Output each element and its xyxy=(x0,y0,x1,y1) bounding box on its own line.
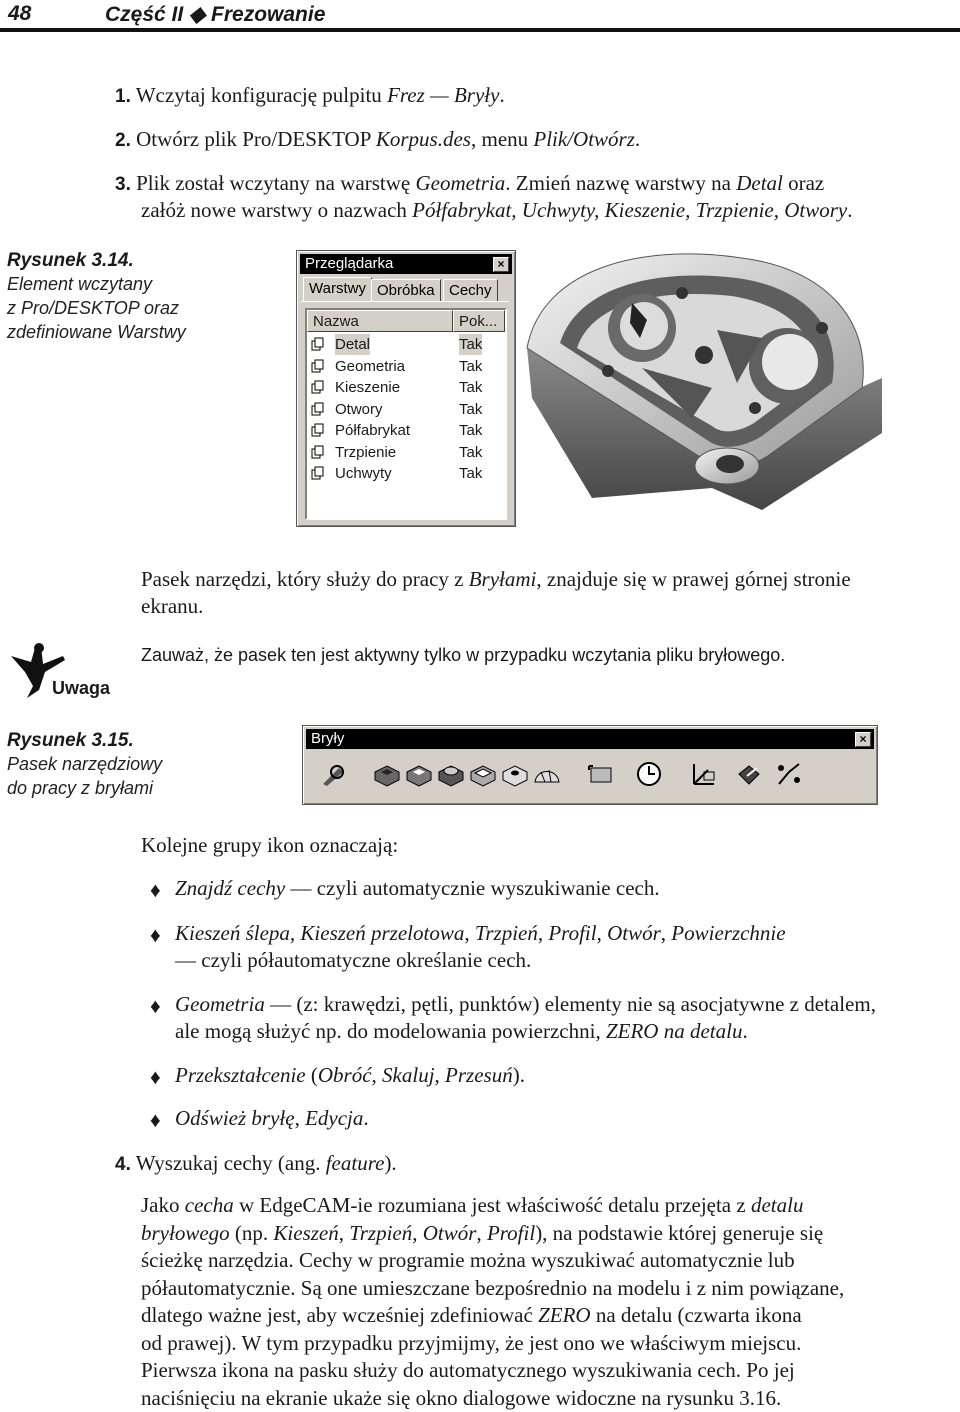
layer-row[interactable] xyxy=(307,356,505,377)
layer-icon xyxy=(311,402,325,416)
zero-icon[interactable] xyxy=(633,758,665,790)
figure-2-caption-line: Pasek narzędziowy xyxy=(7,752,162,776)
bullet-item: Przekształcenie (Obróć, Skaluj, Przesuń). xyxy=(175,1062,525,1089)
layer-name: Półfabrykat xyxy=(335,420,410,441)
bullet-icon: ♦ xyxy=(150,922,161,949)
step-4-text: Wyszukaj cechy (ang. feature). xyxy=(136,1151,397,1175)
tab-warstwy[interactable]: Warstwy xyxy=(303,277,372,301)
paragraph-line: bryłowego (np. Kieszeń, Trzpień, Otwór, Profil), na podstawie której generuje się xyxy=(141,1220,844,1248)
step-3-line1: Plik został wczytany na warstwę Geometria. Zmień nazwę warstwy na Detal oraz xyxy=(136,171,824,195)
geometry-icon[interactable] xyxy=(585,758,617,790)
layer-visible-value: Tak xyxy=(459,442,482,463)
bullet-icon: ♦ xyxy=(150,993,161,1020)
paragraph-line: Pierwsza ikona na pasku służy do automatycznego wyszukiwania cech. Po jej xyxy=(141,1357,844,1385)
groups-intro: Kolejne grupy ikon oznaczają: xyxy=(141,832,398,859)
layer-icon xyxy=(311,359,325,373)
paragraph-line: dlatego ważne jest, aby wcześniej zdefiniować ZERO na detalu (czwarta ikona xyxy=(141,1302,844,1330)
transform-icon[interactable] xyxy=(688,758,720,790)
layer-row[interactable] xyxy=(307,463,505,484)
paragraph-line: Jako cecha w EdgeCAM-ie rozumiana jest właściwość detalu przejęta z detalu xyxy=(141,1192,844,1220)
solids-toolbar-window xyxy=(302,725,878,805)
blind-pocket-icon[interactable] xyxy=(371,758,403,790)
layer-name: Kieszenie xyxy=(335,377,400,398)
toolbar-titlebar xyxy=(306,729,874,749)
refresh-icon[interactable] xyxy=(733,758,765,790)
step-1-text: Wczytaj konfigurację pulpitu Frez — Bryły. xyxy=(136,83,505,107)
layer-icon xyxy=(311,423,325,437)
tab-obrobka[interactable]: Obróbka xyxy=(371,279,441,301)
boss-icon[interactable] xyxy=(435,758,467,790)
bullet-item: Odśwież bryłę, Edycja. xyxy=(175,1105,369,1132)
paragraph-toolbar-location: Pasek narzędzi, który służy do pracy z Bryłami, znajduje się w prawej górnej stronie ekranu. xyxy=(141,566,851,620)
close-icon[interactable]: × xyxy=(493,257,509,272)
browser-titlebar xyxy=(300,254,512,274)
layer-visible-value: Tak xyxy=(459,334,482,355)
bullet-icon: ♦ xyxy=(150,877,161,904)
note-text: Zauważ, że pasek ten jest aktywny tylko w przypadku wczytania pliku bryłowego. xyxy=(141,645,785,666)
find-features-icon[interactable] xyxy=(317,758,349,790)
chapter-title: Część II ◆ Frezowanie xyxy=(105,2,325,27)
figure-1-caption-line: zdefiniowane Warstwy xyxy=(7,320,186,344)
page-header xyxy=(0,0,960,30)
final-paragraph xyxy=(141,1192,844,1412)
layer-name: Geometria xyxy=(335,356,405,377)
header-rule xyxy=(0,28,960,32)
layer-row[interactable] xyxy=(307,334,505,355)
figure-1-caption xyxy=(7,250,186,344)
column-name-header[interactable]: Nazwa xyxy=(307,310,453,332)
bullet-icon: ♦ xyxy=(150,1107,161,1134)
layer-icon xyxy=(311,445,325,459)
surface-icon[interactable] xyxy=(531,758,563,790)
toolbar-title: Bryły xyxy=(311,730,344,747)
figure-1-caption-line: Element wczytany xyxy=(7,272,186,296)
figure-2-caption-line: do pracy z bryłami xyxy=(7,776,162,800)
layers-list[interactable] xyxy=(305,308,507,520)
step-3-cont xyxy=(141,197,853,224)
profile-icon[interactable] xyxy=(467,758,499,790)
layers-browser-window xyxy=(296,250,516,527)
bullet-icon: ♦ xyxy=(150,1064,161,1091)
layer-visible-value: Tak xyxy=(459,356,482,377)
step-3-line2: załóż nowe warstwy o nazwach Półfabrykat, Uchwyty, Kieszenie, Trzpienie, Otwory. xyxy=(141,198,853,222)
step-2-text: Otwórz plik Pro/DESKTOP Korpus.des, menu Plik/Otwórz. xyxy=(136,127,640,151)
paragraph-line: półautomatycznie. Są one umieszczane bezpośrednio na modelu i z nim powiązane, xyxy=(141,1275,844,1303)
part-3d-render xyxy=(522,248,884,540)
layer-icon xyxy=(311,380,325,394)
layer-name: Uchwyty xyxy=(335,463,392,484)
bullet-item: Znajdź cechy — czyli automatycznie wyszukiwanie cech. xyxy=(175,875,660,902)
step-4: 4. Wyszukaj cechy (ang. feature). xyxy=(115,1150,397,1178)
edit-icon[interactable] xyxy=(773,758,805,790)
layer-name: Otwory xyxy=(335,399,383,420)
layer-icon xyxy=(311,466,325,480)
bullet-item: Geometria — (z: krawędzi, pętli, punktów) elementy nie są asocjatywne z detalem, ale mogą służyć np. do modelowania powierzchni, ZERO na detalu. xyxy=(175,991,876,1045)
figure-2-caption xyxy=(7,730,162,800)
layer-row[interactable] xyxy=(307,420,505,441)
layer-name: Trzpienie xyxy=(335,442,396,463)
step-3: 3. Plik został wczytany na warstwę Geometria. Zmień nazwę warstwy na Detal oraz xyxy=(115,170,824,198)
tab-cechy[interactable]: Cechy xyxy=(443,279,498,301)
layer-visible-value: Tak xyxy=(459,377,482,398)
browser-title: Przeglądarka xyxy=(305,255,393,272)
layer-visible-value: Tak xyxy=(459,463,482,484)
note-label: Uwaga xyxy=(52,678,110,699)
layer-row[interactable] xyxy=(307,377,505,398)
hole-icon[interactable] xyxy=(499,758,531,790)
paragraph-line: ścieżkę narzędzia. Cechy w programie można wyszukiwać automatycznie lub xyxy=(141,1247,844,1275)
through-pocket-icon[interactable] xyxy=(403,758,435,790)
close-icon[interactable]: × xyxy=(855,732,871,747)
bullet-item: Kieszeń ślepa, Kieszeń przelotowa, Trzpień, Profil, Otwór, Powierzchnie — czyli półautomatyczne określanie cech. xyxy=(175,920,786,974)
paragraph-line: naciśnięciu na ekranie ukaże się okno dialogowe widoczne na rysunku 3.16. xyxy=(141,1385,844,1412)
paragraph-line: od prawej). W tym przypadku przyjmijmy, że jest ono we właściwym miejscu. xyxy=(141,1330,844,1358)
figure-1-caption-line: z Pro/DESKTOP oraz xyxy=(7,296,186,320)
tab-divider xyxy=(301,301,509,302)
layer-visible-value: Tak xyxy=(459,420,482,441)
step-2: 2. Otwórz plik Pro/DESKTOP Korpus.des, menu Plik/Otwórz. xyxy=(115,126,640,154)
step-1: 1. Wczytaj konfigurację pulpitu Frez — Bryły. xyxy=(115,82,505,110)
layer-row[interactable] xyxy=(307,442,505,463)
layer-icon xyxy=(311,337,325,351)
layer-row[interactable] xyxy=(307,399,505,420)
layer-name: Detal xyxy=(335,334,370,355)
figure-2-caption-title: Rysunek 3.15. xyxy=(7,730,162,752)
figure-1-caption-title: Rysunek 3.14. xyxy=(7,250,186,272)
layer-visible-value: Tak xyxy=(459,399,482,420)
page-number: 48 xyxy=(8,2,31,26)
column-visible-header[interactable]: Pok... xyxy=(453,310,505,332)
